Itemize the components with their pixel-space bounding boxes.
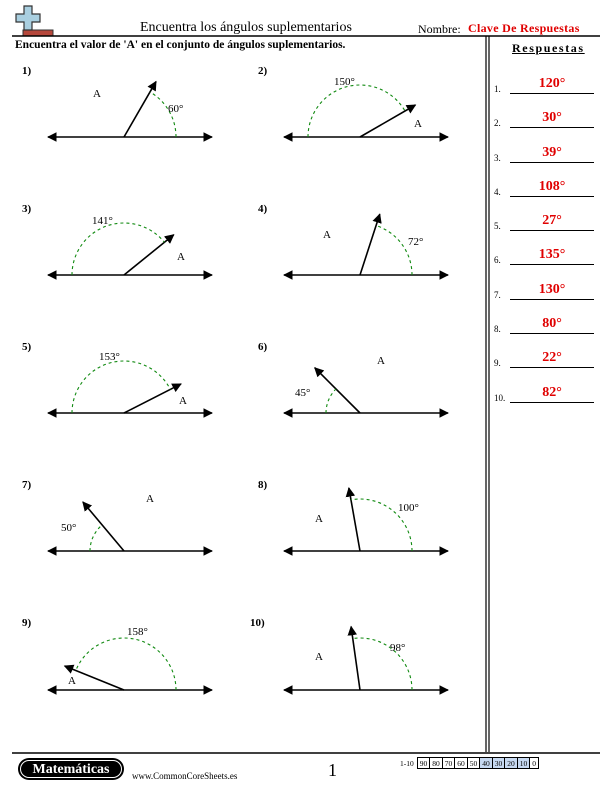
ray bbox=[315, 368, 360, 413]
answer-row bbox=[494, 106, 594, 128]
ray bbox=[124, 384, 181, 413]
given-angle-label: 60° bbox=[168, 103, 184, 115]
instructions: Encuentra el valor de 'A' en el conjunto de ángulos suplementarios. bbox=[15, 39, 346, 51]
answer-number: 7. bbox=[494, 290, 501, 300]
problem-5 bbox=[22, 341, 212, 413]
answer-value: 39° bbox=[542, 145, 562, 160]
page-number: 1 bbox=[328, 760, 337, 780]
score-table bbox=[398, 757, 539, 769]
score-cell: 90 bbox=[417, 758, 430, 769]
footer-url: www.CommonCoreSheets.es bbox=[132, 771, 238, 781]
unknown-angle-label: A bbox=[93, 88, 101, 100]
unknown-angle-label: A bbox=[177, 251, 185, 263]
footer-badge-label: Matemáticas bbox=[20, 760, 122, 778]
problem-number: 4) bbox=[258, 203, 268, 215]
score-cell: 40 bbox=[480, 758, 493, 769]
problem-number: 2) bbox=[258, 65, 268, 77]
angle-arc bbox=[90, 525, 102, 551]
ray bbox=[124, 82, 156, 137]
given-angle-label: 98° bbox=[390, 642, 406, 654]
score-cell: 10 bbox=[517, 758, 530, 769]
answer-row bbox=[494, 243, 594, 265]
given-angle-label: 141° bbox=[92, 215, 113, 227]
problem-number: 8) bbox=[258, 479, 268, 491]
ray bbox=[360, 214, 380, 275]
given-angle-label: 150° bbox=[334, 76, 355, 88]
answer-number: 1. bbox=[494, 84, 501, 94]
answer-line bbox=[510, 127, 594, 128]
answer-number: 3. bbox=[494, 153, 501, 163]
given-angle-label: 158° bbox=[127, 626, 148, 638]
answer-line bbox=[510, 230, 594, 231]
answer-row bbox=[494, 278, 594, 300]
given-angle-label: 100° bbox=[398, 502, 419, 514]
answer-value: 120° bbox=[538, 76, 566, 91]
unknown-angle-label: A bbox=[68, 675, 76, 687]
problem-number: 6) bbox=[258, 341, 268, 353]
answers-title: Respuestas bbox=[512, 41, 585, 55]
answer-value: 22° bbox=[542, 350, 562, 365]
ray bbox=[351, 627, 360, 690]
answer-value: 30° bbox=[542, 110, 562, 125]
answer-value: 108° bbox=[538, 179, 566, 194]
score-cell: 0 bbox=[530, 758, 539, 769]
answer-value: 82° bbox=[542, 385, 562, 400]
unknown-angle-label: A bbox=[315, 651, 323, 663]
score-cell: 50 bbox=[467, 758, 480, 769]
problem-number: 7) bbox=[22, 479, 32, 491]
problem-number: 10) bbox=[250, 617, 265, 629]
answer-row bbox=[494, 312, 594, 334]
angle-arc bbox=[72, 361, 170, 413]
answer-row bbox=[494, 381, 594, 403]
problem-number: 9) bbox=[22, 617, 32, 629]
problem-number: 1) bbox=[22, 65, 32, 77]
ray bbox=[124, 235, 174, 275]
worksheet-title: Encuentra los ángulos suplementarios bbox=[140, 20, 352, 35]
answer-value: 27° bbox=[542, 213, 562, 228]
problem-10 bbox=[250, 617, 448, 690]
answer-value: 130° bbox=[538, 282, 566, 297]
unknown-angle-label: A bbox=[414, 118, 422, 130]
score-cell: 70 bbox=[442, 758, 455, 769]
answer-row bbox=[494, 72, 594, 94]
problem-number: 5) bbox=[22, 341, 32, 353]
angle-arc bbox=[76, 638, 176, 690]
problem-number: 3) bbox=[22, 203, 32, 215]
answer-line bbox=[510, 93, 594, 94]
ray bbox=[83, 502, 124, 551]
problem-9 bbox=[22, 617, 212, 690]
answer-row bbox=[494, 346, 594, 368]
score-cell: 30 bbox=[492, 758, 505, 769]
answer-line bbox=[510, 299, 594, 300]
answer-number: 2. bbox=[494, 118, 501, 128]
angle-arc bbox=[326, 389, 336, 413]
name-label: Nombre: bbox=[418, 22, 461, 36]
answer-number: 5. bbox=[494, 221, 501, 231]
answer-line bbox=[510, 402, 594, 403]
ray bbox=[349, 488, 360, 551]
answer-number: 8. bbox=[494, 324, 501, 334]
score-cell: 20 bbox=[505, 758, 518, 769]
answer-row bbox=[494, 209, 594, 231]
answer-line bbox=[510, 367, 594, 368]
answer-number: 9. bbox=[494, 358, 501, 368]
problem-3 bbox=[22, 203, 212, 275]
answer-number: 4. bbox=[494, 187, 501, 197]
given-angle-label: 50° bbox=[61, 522, 77, 534]
problem-6 bbox=[258, 341, 448, 413]
answer-value: 80° bbox=[542, 316, 562, 331]
answer-line bbox=[510, 333, 594, 334]
score-label: 1-10 bbox=[400, 758, 414, 768]
unknown-angle-label: A bbox=[323, 229, 331, 241]
answer-number: 6. bbox=[494, 255, 501, 265]
angle-arc bbox=[308, 85, 405, 137]
unknown-angle-label: A bbox=[377, 355, 385, 367]
answer-row bbox=[494, 141, 594, 163]
given-angle-label: 153° bbox=[99, 351, 120, 363]
angle-arc bbox=[376, 226, 412, 275]
answer-line bbox=[510, 264, 594, 265]
unknown-angle-label: A bbox=[146, 493, 154, 505]
name-value: Clave De Respuestas bbox=[468, 21, 580, 35]
answer-row bbox=[494, 175, 594, 197]
problem-8 bbox=[258, 479, 448, 551]
answer-value: 135° bbox=[538, 247, 566, 262]
ray bbox=[360, 105, 415, 137]
unknown-angle-label: A bbox=[179, 395, 187, 407]
score-cell: 80 bbox=[430, 758, 443, 769]
problem-7 bbox=[22, 479, 212, 551]
unknown-angle-label: A bbox=[315, 513, 323, 525]
problem-2 bbox=[258, 65, 448, 137]
score-cell: 60 bbox=[455, 758, 468, 769]
angle-arc bbox=[72, 223, 164, 275]
problem-4 bbox=[258, 203, 448, 275]
answer-line bbox=[510, 162, 594, 163]
answer-number: 10. bbox=[494, 393, 506, 403]
answer-line bbox=[510, 196, 594, 197]
given-angle-label: 45° bbox=[295, 387, 311, 399]
problem-1 bbox=[22, 65, 212, 137]
given-angle-label: 72° bbox=[408, 236, 424, 248]
